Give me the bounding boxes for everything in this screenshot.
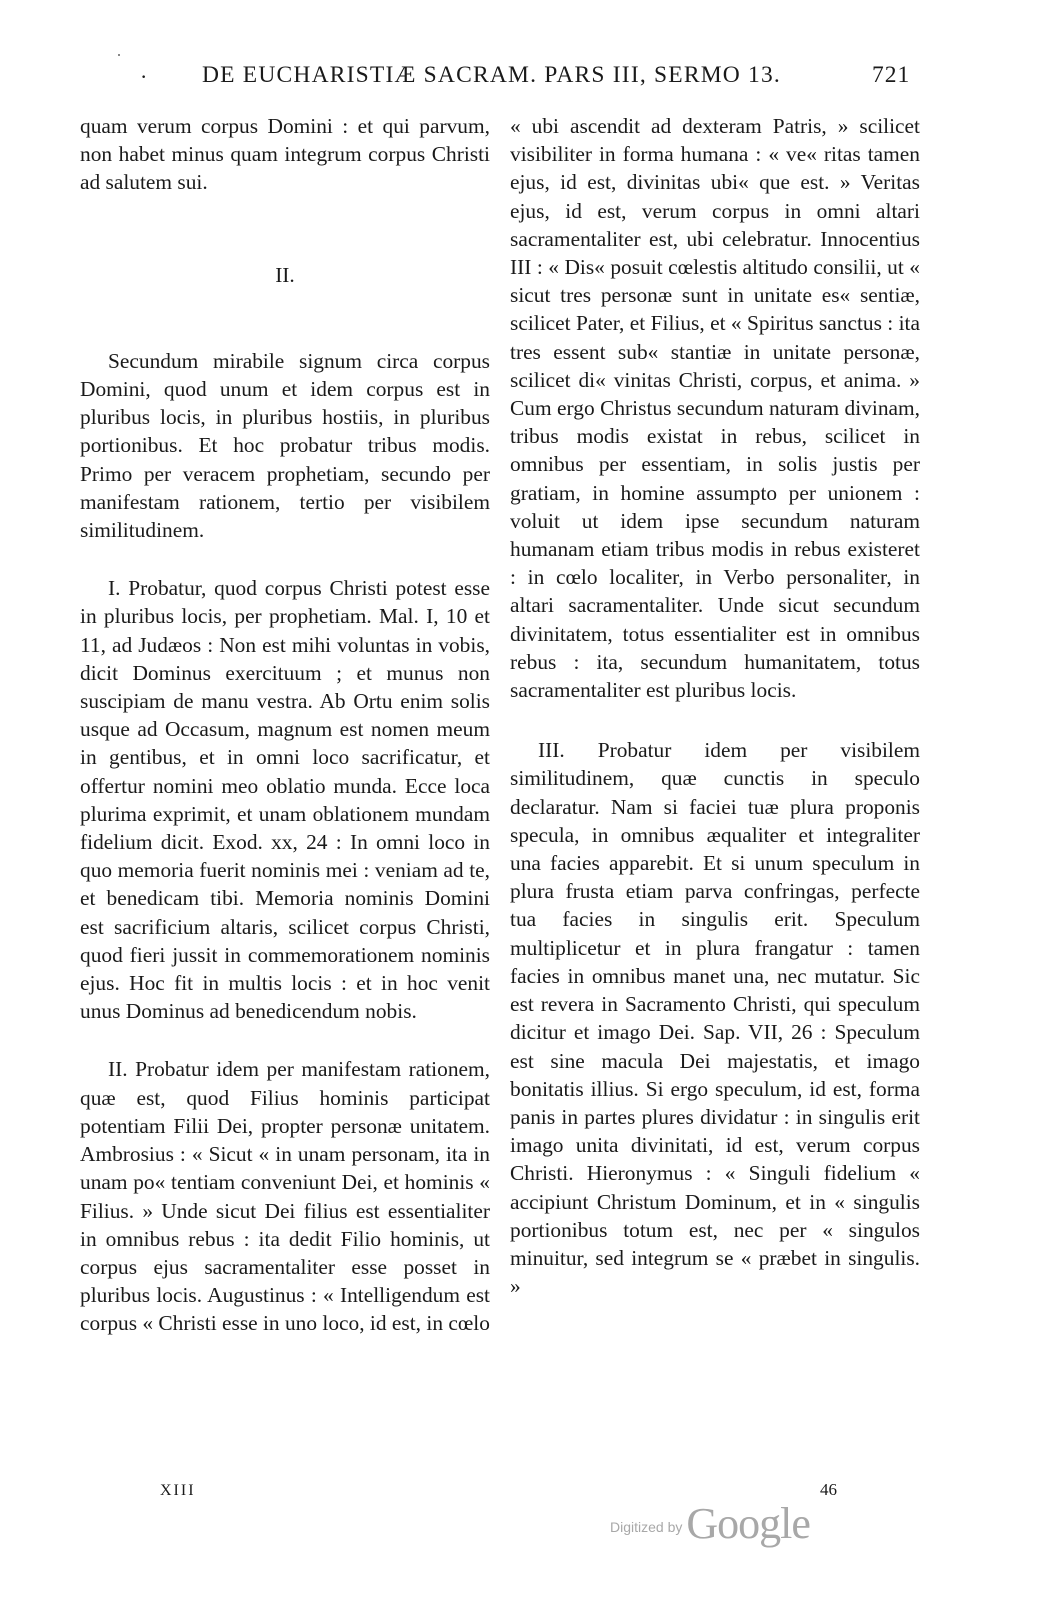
watermark-text: Digitized by [610,1519,683,1535]
sheet-number: 46 [820,1480,837,1499]
digitized-watermark [610,1498,810,1546]
google-logo: Google [686,1499,810,1548]
scan-speck [118,54,120,56]
paragraph-continuation-left: quam verum corpus Domini : et qui parvum, non habet minus quam integrum corpus Christi ad salutem sui. [80,114,490,195]
left-column [80,112,490,1338]
running-header [0,62,1045,98]
section-heading: II. [275,262,295,287]
page-number: 721 [872,62,911,88]
paragraph-intro: Secundum mirabile signum circa corpus Domini, quod unum et idem corpus est in pluribus locis, in pluribus hostiis, in pluribus portionibus. Et hoc probatur tribus modis. Primo per veracem prophetiam, secundo per manifestam rationem, tertio per visibilem similitudinem. [80,348,490,543]
paragraph-proof-three: III. Probatur idem per visibilem similitudinem, quæ cunctis in speculo declaratur. Nam si faciei tuæ plura proponis specula, in omnibus æqualiter et integraliter una facies apparebit. Et si unum speculum in plura frusta etiam parva confringas, perfecte tua facies in singulis erit. Speculum multiplicetur et in plura frangatur : tamen facies in omnibus manet una, nec mutatur. Sic est revera in Sacramento Christi, qui speculum dicitur et imago Dei. Sap. VII, 26 : Speculum est sine macula Dei majestatis, et imago bonitatis illius. Si ergo speculum, id est, forma panis in partes plures dividatur : in singulis erit imago unita divinitati, id est, verum corpus Christi. Hieronymus : « Singuli fidelium « accipiunt Christum Dominum, et in « singulis portionibus totum est, nec per « singulos minuitur, sed integrum se « præbet in singulis. » [510,738,920,1299]
paragraph-continuation-right: « ubi ascendit ad dexteram Patris, » scilicet visibiliter in forma humana : « ve« ritas tamen ejus, id est, divinitas ubi« que est. » Veritas ejus, id est, verum corpus in omni altari sacramentaliter est, ubi celebratur. Innocentius III : « Dis« posuit cœlestis altitudo consilii, ut « sicut tres personæ sunt in unitate es« sentiæ, scilicet Pater, et Filius, et « Spiritus sanctus : ita tres essent sub« stantiæ in unitate personæ, scilicet di« vinitas Christi, corpus, et anima. » Cum ergo Christus secundum naturam divinam, tribus modis existat in rebus, scilicet in omnibus per essentiam, in solis justis per gratiam, in homine assumpto per unionem : voluit ut idem ipse secundum naturam humanam etiam tribus modis in rebus existeret : in cœlo localiter, in Verbo personaliter, in altari sacramentaliter. Unde sicut secundum divinitatem, totus essentialiter est in omnibus rebus : ita, secundum humanitatem, totus sacramentaliter est pluribus locis. [510,114,920,703]
header-title: DE EUCHARISTIÆ SACRAM. PARS III, SERMO 13. [202,62,782,88]
paragraph-proof-two: II. Probatur idem per manifestam rationem, quæ est, quod Filius hominis participat potentiam Filii Dei, propter personæ unitatem. Ambrosius : « Sicut « in unam personam, ita in unam po« tentiam conveniunt Dei, et hominis « Filius. » Unde sicut Dei filius est essentialiter in omnibus rebus : ita dedit Filio hominis, ut corpus ejus sacramentaliter esse posset in pluribus locis. Augustinus : « Intelligendum est corpus « Christi esse in uno loco, id est, in cœlo [80,1057,490,1336]
header-dot: · [140,64,148,89]
paragraph-proof-one: I. Probatur, quod corpus Christi potest esse in pluribus locis, per prophetiam. Mal. I, 10 et 11, ad Judæos : Non est mihi voluntas in vobis, dicit Dominus exercituum ; et munus non suscipiam de manu vestra. Ab Ortu enim solis usque ad Occasum, magnum est nomen meum in gentibus, et in omni loco sacrificatur, et offertur nomini meo oblatio munda. Ecce loca plurima exprimit, et unam oblationem mundam fidelium dicit. Exod. xx, 24 : In omni loco in quo memoria fuerit nominis mei : veniam ad te, et benedicam tibi. Memoria nominis Domini est sacrificium altaris, scilicet corpus Christi, quod fieri jussit in commemorationem nominis ejus. Hoc fit in multis locis : et in hoc venit unus Dominus ad benedicendum nobis. [80,576,490,1024]
right-column [510,112,920,1300]
signature-mark: XIII [160,1482,196,1499]
